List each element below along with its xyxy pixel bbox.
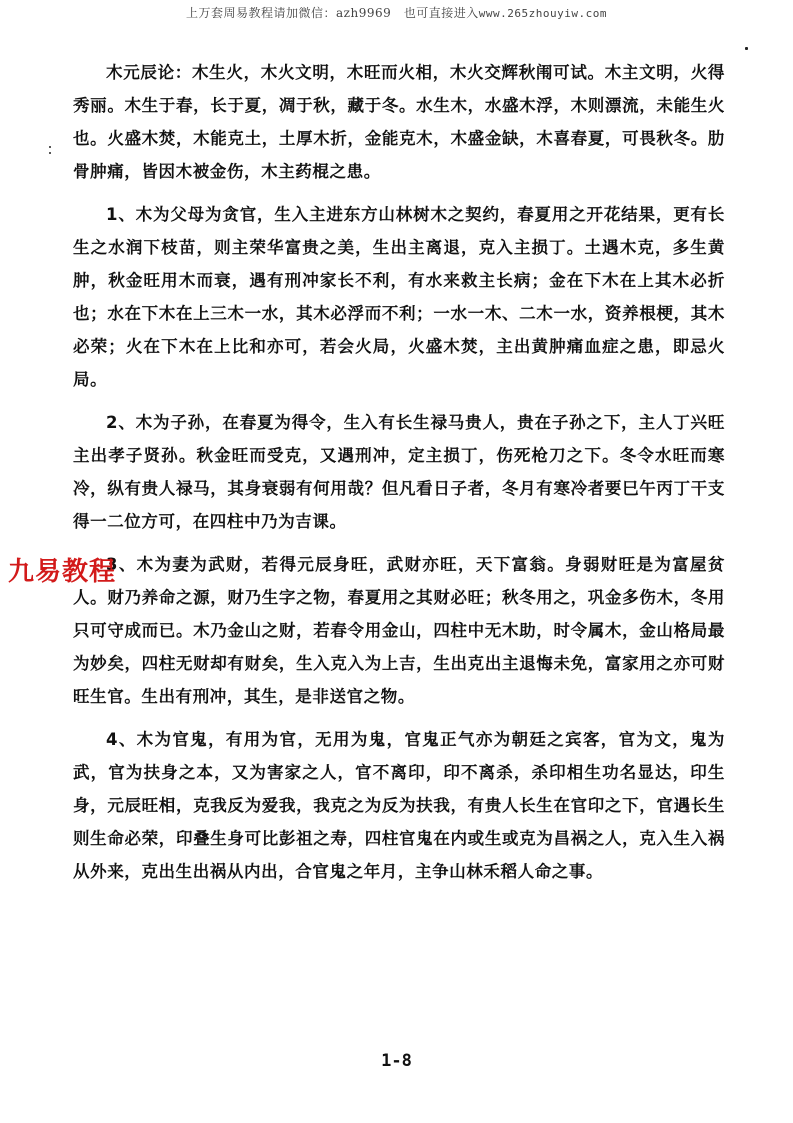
header-text: 上万套周易教程请加微信：azh9969 也可直接进入 [186,6,479,20]
watermark-logo: 九易教程 [8,557,117,587]
section-1-paragraph: 1、木为父母为贪官，生入主进东方山林树木之契约，春夏用之开花结果，更有长生之水润下枝苗，则主荣华富贵之美，生出主离退，克入主损丁。土遇木克，多生黄肿，秋金旺用木而衰，遇有刑冲家长不利，有水来救主长病；金在下木在上其木必折也；水在下木在上三木一水，其木必浮而不利；一水一木、二木一水，资养根梗，其木必荣；火在下木在上比和亦可，若会火局，火盛木焚，主出黄肿痛血症之患，即忌火局。 [73,205,725,389]
section-4-paragraph: 4、木为官鬼，有用为官，无用为鬼，官鬼正气亦为朝廷之宾客，官为文，鬼为武，官为扶身之本，又为害家之人，官不离印，印不离杀，杀印相生功名显达，印生身，元辰旺相，克我反为爱我，我克之为反为扶我，有贵人长生在官印之下，官遇长生则生命必荣，印叠生身可比彭祖之寿，四柱官鬼在内或生或克为昌祸之人，克入生入祸从外来，克出生出祸从内出，合官鬼之年月，主争山林禾稻人命之事。 [73,730,725,881]
intro-paragraph: 木元辰论：木生火，木火文明，木旺而火相，木火交辉秋闱可试。木主文明，火得秀丽。木生于春，长于夏，凋于秋，藏于冬。水生木，水盛木浮，木则漂流，未能生火也。火盛木焚，木能克土，土厚木折，金能克木，木盛金缺，木喜春夏，可畏秋冬。肋骨肿痛，皆因木被金伤，木主药棍之患。 [73,63,725,181]
header-url[interactable]: www.265zhouyiw.com [478,7,607,20]
section-3-paragraph: 3、木为妻为武财，若得元辰身旺，武财亦旺，天下富翁。身弱财旺是为富屋贫人。财乃养命之源，财乃生字之物，春夏用之其财必旺；秋冬用之，巩金多伤木，冬用只可守成而已。木乃金山之财，若春令用金山，四柱中无木助，时令属木，金山格局最为妙矣，四柱无财却有财矣，生入克入为上吉，生出克出主退悔未免，富家用之亦可财旺生官。生出有刑冲，其生，是非送官之物。 [73,555,725,706]
section-2-paragraph: 2、木为子孙，在春夏为得令，生入有长生禄马贵人，贵在子孙之下，主人丁兴旺主出孝子贤孙。秋金旺而受克，又遇刑冲，定主损丁，伤死枪刀之下。冬令水旺而寒冷，纵有贵人禄马，其身衰弱有何用哉？但凡看日子者，冬月有寒冷者要巳午丙丁干支得一二位方可，在四柱中乃为吉课。 [73,413,725,531]
page-number: 1-8 [381,1051,412,1071]
scan-speck [49,152,51,154]
scan-speck [49,146,51,148]
scan-speck [745,47,748,50]
document-body [73,56,725,898]
page-header [0,4,793,21]
